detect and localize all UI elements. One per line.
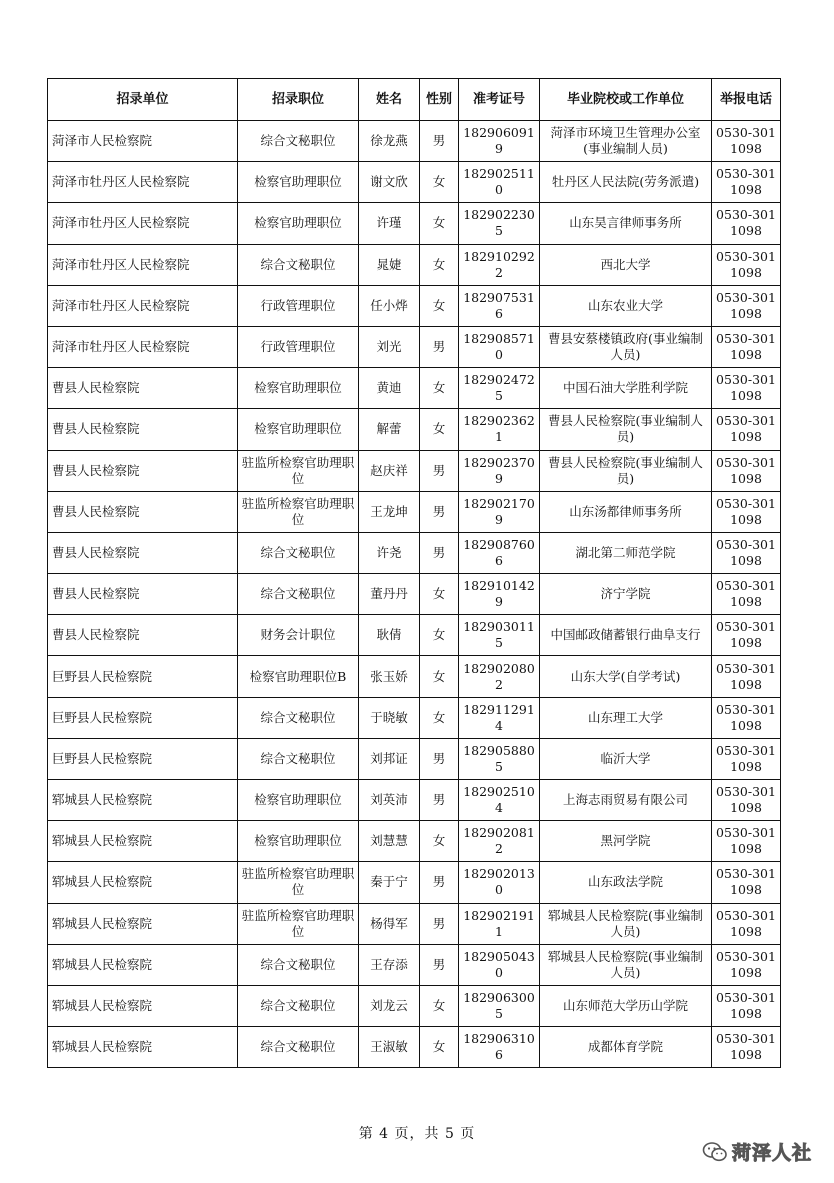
name-cell: 许尧 bbox=[359, 532, 420, 573]
gender-cell: 男 bbox=[420, 326, 459, 367]
table-row bbox=[48, 450, 781, 491]
phone-cell: 0530-3011098 bbox=[712, 491, 781, 532]
position-cell: 驻监所检察官助理职位 bbox=[238, 491, 359, 532]
exam-id-cell: 1829023709 bbox=[459, 450, 540, 491]
exam-id-cell: 1829101429 bbox=[459, 574, 540, 615]
phone-cell: 0530-3011098 bbox=[712, 121, 781, 162]
unit-cell: 菏泽市人民检察院 bbox=[48, 121, 238, 162]
phone-cell: 0530-3011098 bbox=[712, 985, 781, 1026]
gender-cell: 女 bbox=[420, 1027, 459, 1068]
school-cell: 郓城县人民检察院(事业编制人员) bbox=[540, 903, 712, 944]
exam-id-cell: 1829022305 bbox=[459, 203, 540, 244]
header-position: 招录职位 bbox=[238, 79, 359, 121]
exam-id-cell: 1829030115 bbox=[459, 615, 540, 656]
name-cell: 于晓敏 bbox=[359, 697, 420, 738]
name-cell: 耿倩 bbox=[359, 615, 420, 656]
gender-cell: 男 bbox=[420, 862, 459, 903]
unit-cell: 曹县人民检察院 bbox=[48, 368, 238, 409]
position-cell: 综合文秘职位 bbox=[238, 944, 359, 985]
unit-cell: 巨野县人民检察院 bbox=[48, 697, 238, 738]
name-cell: 黄迪 bbox=[359, 368, 420, 409]
exam-id-cell: 1829020812 bbox=[459, 821, 540, 862]
gender-cell: 女 bbox=[420, 244, 459, 285]
position-cell: 综合文秘职位 bbox=[238, 121, 359, 162]
position-cell: 综合文秘职位 bbox=[238, 985, 359, 1026]
unit-cell: 郓城县人民检察院 bbox=[48, 944, 238, 985]
name-cell: 董丹丹 bbox=[359, 574, 420, 615]
gender-cell: 男 bbox=[420, 903, 459, 944]
school-cell: 菏泽市环境卫生管理办公室(事业编制人员) bbox=[540, 121, 712, 162]
candidate-table bbox=[47, 78, 781, 1068]
table-row bbox=[48, 532, 781, 573]
exam-id-cell: 1829025104 bbox=[459, 780, 540, 821]
position-cell: 行政管理职位 bbox=[238, 326, 359, 367]
phone-cell: 0530-3011098 bbox=[712, 244, 781, 285]
phone-cell: 0530-3011098 bbox=[712, 409, 781, 450]
gender-cell: 男 bbox=[420, 780, 459, 821]
gender-cell: 女 bbox=[420, 203, 459, 244]
unit-cell: 巨野县人民检察院 bbox=[48, 738, 238, 779]
table-row bbox=[48, 862, 781, 903]
header-name: 姓名 bbox=[359, 79, 420, 121]
header-exam-id: 准考证号 bbox=[459, 79, 540, 121]
table-row bbox=[48, 574, 781, 615]
unit-cell: 曹县人民检察院 bbox=[48, 615, 238, 656]
gender-cell: 男 bbox=[420, 944, 459, 985]
exam-id-cell: 1829063106 bbox=[459, 1027, 540, 1068]
exam-id-cell: 1829063005 bbox=[459, 985, 540, 1026]
table-row bbox=[48, 244, 781, 285]
table-row bbox=[48, 821, 781, 862]
name-cell: 徐龙燕 bbox=[359, 121, 420, 162]
gender-cell: 女 bbox=[420, 574, 459, 615]
school-cell: 山东理工大学 bbox=[540, 697, 712, 738]
position-cell: 检察官助理职位 bbox=[238, 162, 359, 203]
school-cell: 牡丹区人民法院(劳务派遣) bbox=[540, 162, 712, 203]
table-row bbox=[48, 656, 781, 697]
position-cell: 检察官助理职位 bbox=[238, 780, 359, 821]
gender-cell: 男 bbox=[420, 532, 459, 573]
unit-cell: 郓城县人民检察院 bbox=[48, 903, 238, 944]
exam-id-cell: 1829020130 bbox=[459, 862, 540, 903]
phone-cell: 0530-3011098 bbox=[712, 532, 781, 573]
position-cell: 驻监所检察官助理职位 bbox=[238, 862, 359, 903]
unit-cell: 郓城县人民检察院 bbox=[48, 985, 238, 1026]
gender-cell: 女 bbox=[420, 697, 459, 738]
name-cell: 杨得军 bbox=[359, 903, 420, 944]
exam-id-cell: 1829021911 bbox=[459, 903, 540, 944]
phone-cell: 0530-3011098 bbox=[712, 944, 781, 985]
table-row bbox=[48, 162, 781, 203]
table-row bbox=[48, 780, 781, 821]
table-row bbox=[48, 121, 781, 162]
phone-cell: 0530-3011098 bbox=[712, 738, 781, 779]
exam-id-cell: 1829060919 bbox=[459, 121, 540, 162]
exam-id-cell: 1829020802 bbox=[459, 656, 540, 697]
school-cell: 黑河学院 bbox=[540, 821, 712, 862]
exam-id-cell: 1829021709 bbox=[459, 491, 540, 532]
unit-cell: 菏泽市牡丹区人民检察院 bbox=[48, 244, 238, 285]
gender-cell: 女 bbox=[420, 656, 459, 697]
phone-cell: 0530-3011098 bbox=[712, 1027, 781, 1068]
phone-cell: 0530-3011098 bbox=[712, 821, 781, 862]
phone-cell: 0530-3011098 bbox=[712, 615, 781, 656]
gender-cell: 男 bbox=[420, 450, 459, 491]
school-cell: 曹县安蔡楼镇政府(事业编制人员) bbox=[540, 326, 712, 367]
unit-cell: 郓城县人民检察院 bbox=[48, 821, 238, 862]
exam-id-cell: 1829024725 bbox=[459, 368, 540, 409]
table-row bbox=[48, 409, 781, 450]
watermark-text: 菏泽人社 bbox=[731, 1142, 812, 1164]
gender-cell: 女 bbox=[420, 285, 459, 326]
name-cell: 刘龙云 bbox=[359, 985, 420, 1026]
watermark bbox=[702, 1138, 812, 1165]
position-cell: 综合文秘职位 bbox=[238, 532, 359, 573]
table-row bbox=[48, 491, 781, 532]
school-cell: 山东师范大学历山学院 bbox=[540, 985, 712, 1026]
position-cell: 综合文秘职位 bbox=[238, 1027, 359, 1068]
position-cell: 驻监所检察官助理职位 bbox=[238, 903, 359, 944]
unit-cell: 曹县人民检察院 bbox=[48, 491, 238, 532]
table-row bbox=[48, 944, 781, 985]
school-cell: 临沂大学 bbox=[540, 738, 712, 779]
position-cell: 综合文秘职位 bbox=[238, 697, 359, 738]
table-row bbox=[48, 615, 781, 656]
school-cell: 山东大学(自学考试) bbox=[540, 656, 712, 697]
gender-cell: 女 bbox=[420, 162, 459, 203]
exam-id-cell: 1829102922 bbox=[459, 244, 540, 285]
position-cell: 综合文秘职位 bbox=[238, 738, 359, 779]
phone-cell: 0530-3011098 bbox=[712, 574, 781, 615]
gender-cell: 女 bbox=[420, 368, 459, 409]
name-cell: 谢文欣 bbox=[359, 162, 420, 203]
position-cell: 检察官助理职位 bbox=[238, 203, 359, 244]
name-cell: 刘邦证 bbox=[359, 738, 420, 779]
gender-cell: 男 bbox=[420, 121, 459, 162]
header-gender: 性别 bbox=[420, 79, 459, 121]
name-cell: 任小烨 bbox=[359, 285, 420, 326]
school-cell: 山东昊言律师事务所 bbox=[540, 203, 712, 244]
exam-id-cell: 1829087606 bbox=[459, 532, 540, 573]
unit-cell: 菏泽市牡丹区人民检察院 bbox=[48, 285, 238, 326]
phone-cell: 0530-3011098 bbox=[712, 780, 781, 821]
name-cell: 秦于宁 bbox=[359, 862, 420, 903]
unit-cell: 郓城县人民检察院 bbox=[48, 780, 238, 821]
table-row bbox=[48, 203, 781, 244]
position-cell: 综合文秘职位 bbox=[238, 244, 359, 285]
name-cell: 张玉娇 bbox=[359, 656, 420, 697]
name-cell: 赵庆祥 bbox=[359, 450, 420, 491]
header-report-phone: 举报电话 bbox=[712, 79, 781, 121]
position-cell: 检察官助理职位 bbox=[238, 368, 359, 409]
header-school-or-employer: 毕业院校或工作单位 bbox=[540, 79, 712, 121]
position-cell: 检察官助理职位 bbox=[238, 821, 359, 862]
phone-cell: 0530-3011098 bbox=[712, 368, 781, 409]
unit-cell: 曹县人民检察院 bbox=[48, 532, 238, 573]
name-cell: 刘光 bbox=[359, 326, 420, 367]
position-cell: 财务会计职位 bbox=[238, 615, 359, 656]
gender-cell: 女 bbox=[420, 821, 459, 862]
school-cell: 湖北第二师范学院 bbox=[540, 532, 712, 573]
page-number: 第 4 页，共 5 页 bbox=[358, 1126, 476, 1142]
exam-id-cell: 1829050430 bbox=[459, 944, 540, 985]
position-cell: 驻监所检察官助理职位 bbox=[238, 450, 359, 491]
position-cell: 检察官助理职位 bbox=[238, 409, 359, 450]
name-cell: 刘英沛 bbox=[359, 780, 420, 821]
table-row bbox=[48, 738, 781, 779]
exam-id-cell: 1829112914 bbox=[459, 697, 540, 738]
name-cell: 刘慧慧 bbox=[359, 821, 420, 862]
name-cell: 王存添 bbox=[359, 944, 420, 985]
table-row bbox=[48, 1027, 781, 1068]
exam-id-cell: 1829085710 bbox=[459, 326, 540, 367]
wechat-icon bbox=[702, 1141, 728, 1163]
phone-cell: 0530-3011098 bbox=[712, 903, 781, 944]
school-cell: 山东农业大学 bbox=[540, 285, 712, 326]
table-row bbox=[48, 697, 781, 738]
phone-cell: 0530-3011098 bbox=[712, 697, 781, 738]
gender-cell: 男 bbox=[420, 738, 459, 779]
exam-id-cell: 1829058805 bbox=[459, 738, 540, 779]
phone-cell: 0530-3011098 bbox=[712, 656, 781, 697]
table-row bbox=[48, 985, 781, 1026]
name-cell: 晁婕 bbox=[359, 244, 420, 285]
school-cell: 上海志雨贸易有限公司 bbox=[540, 780, 712, 821]
table-row bbox=[48, 368, 781, 409]
school-cell: 山东汤都律师事务所 bbox=[540, 491, 712, 532]
unit-cell: 菏泽市牡丹区人民检察院 bbox=[48, 203, 238, 244]
position-cell: 行政管理职位 bbox=[238, 285, 359, 326]
exam-id-cell: 1829025110 bbox=[459, 162, 540, 203]
unit-cell: 菏泽市牡丹区人民检察院 bbox=[48, 162, 238, 203]
gender-cell: 女 bbox=[420, 985, 459, 1026]
name-cell: 王龙坤 bbox=[359, 491, 420, 532]
name-cell: 许瑾 bbox=[359, 203, 420, 244]
phone-cell: 0530-3011098 bbox=[712, 862, 781, 903]
unit-cell: 曹县人民检察院 bbox=[48, 450, 238, 491]
header-row bbox=[48, 79, 781, 121]
gender-cell: 女 bbox=[420, 409, 459, 450]
unit-cell: 菏泽市牡丹区人民检察院 bbox=[48, 326, 238, 367]
school-cell: 中国石油大学胜利学院 bbox=[540, 368, 712, 409]
school-cell: 济宁学院 bbox=[540, 574, 712, 615]
position-cell: 检察官助理职位B bbox=[238, 656, 359, 697]
phone-cell: 0530-3011098 bbox=[712, 450, 781, 491]
phone-cell: 0530-3011098 bbox=[712, 326, 781, 367]
school-cell: 中国邮政储蓄银行曲阜支行 bbox=[540, 615, 712, 656]
school-cell: 曹县人民检察院(事业编制人员) bbox=[540, 450, 712, 491]
table-row bbox=[48, 903, 781, 944]
unit-cell: 曹县人民检察院 bbox=[48, 574, 238, 615]
exam-id-cell: 1829023621 bbox=[459, 409, 540, 450]
name-cell: 解蕾 bbox=[359, 409, 420, 450]
phone-cell: 0530-3011098 bbox=[712, 285, 781, 326]
school-cell: 西北大学 bbox=[540, 244, 712, 285]
school-cell: 成都体育学院 bbox=[540, 1027, 712, 1068]
table-row bbox=[48, 285, 781, 326]
table-row bbox=[48, 326, 781, 367]
exam-id-cell: 1829075316 bbox=[459, 285, 540, 326]
gender-cell: 男 bbox=[420, 491, 459, 532]
school-cell: 郓城县人民检察院(事业编制人员) bbox=[540, 944, 712, 985]
phone-cell: 0530-3011098 bbox=[712, 162, 781, 203]
unit-cell: 巨野县人民检察院 bbox=[48, 656, 238, 697]
school-cell: 山东政法学院 bbox=[540, 862, 712, 903]
name-cell: 王淑敏 bbox=[359, 1027, 420, 1068]
school-cell: 曹县人民检察院(事业编制人员) bbox=[540, 409, 712, 450]
gender-cell: 女 bbox=[420, 615, 459, 656]
position-cell: 综合文秘职位 bbox=[238, 574, 359, 615]
unit-cell: 郓城县人民检察院 bbox=[48, 862, 238, 903]
unit-cell: 曹县人民检察院 bbox=[48, 409, 238, 450]
phone-cell: 0530-3011098 bbox=[712, 203, 781, 244]
unit-cell: 郓城县人民检察院 bbox=[48, 1027, 238, 1068]
header-unit: 招录单位 bbox=[48, 79, 238, 121]
